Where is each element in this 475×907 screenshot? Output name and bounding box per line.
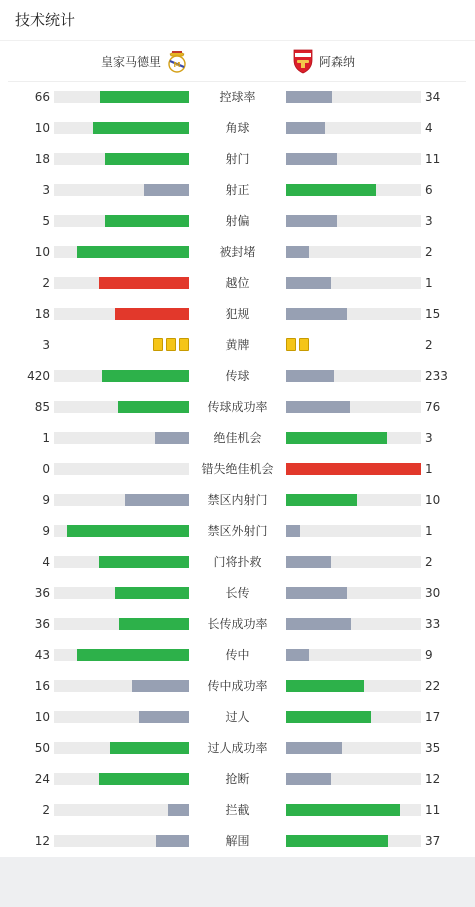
home-value: 66	[34, 90, 50, 104]
home-bar-track	[54, 370, 189, 382]
away-bar-fill	[286, 91, 332, 103]
home-bar-track	[54, 618, 189, 630]
home-yellow-cards	[153, 338, 189, 351]
away-value: 11	[425, 803, 441, 817]
away-bar-fill	[286, 308, 347, 320]
away-yellow-cards	[286, 338, 309, 351]
home-bar-track	[54, 277, 189, 289]
stat-row	[0, 82, 475, 113]
away-value: 1	[425, 462, 433, 476]
away-bar-fill	[286, 711, 371, 723]
home-bar-track	[54, 122, 189, 134]
home-team[interactable]	[101, 47, 188, 75]
home-bar-fill	[115, 308, 189, 320]
away-bar-fill	[286, 184, 376, 196]
stat-row	[0, 485, 475, 516]
stat-label: 角球	[225, 121, 250, 135]
away-bar-track	[286, 370, 421, 382]
away-bar-fill	[286, 463, 421, 475]
away-value: 35	[425, 741, 441, 755]
home-value: 50	[34, 741, 50, 755]
away-value: 12	[425, 772, 441, 786]
stat-label: 犯规	[225, 307, 250, 321]
away-bar-fill	[286, 556, 331, 568]
home-bar-track	[54, 680, 189, 692]
away-value: 15	[425, 307, 441, 321]
home-value: 43	[34, 648, 50, 662]
away-bar-track	[286, 184, 421, 196]
home-value: 36	[34, 617, 50, 631]
away-bar-track	[286, 432, 421, 444]
home-value: 18	[34, 307, 50, 321]
away-bar-fill	[286, 525, 300, 537]
home-bar-fill	[118, 401, 189, 413]
stat-row	[0, 144, 475, 175]
away-bar-track	[286, 804, 421, 816]
home-bar-fill	[168, 804, 189, 816]
away-bar-track	[286, 122, 421, 134]
away-bar-fill	[286, 494, 357, 506]
away-bar-fill	[286, 122, 325, 134]
away-bar-fill	[286, 649, 309, 661]
away-bar-track	[286, 246, 421, 258]
away-bar-track	[286, 525, 421, 537]
away-bar-track	[286, 556, 421, 568]
home-bar-fill	[125, 494, 189, 506]
home-bar-fill	[144, 184, 189, 196]
away-bar-track	[286, 308, 421, 320]
away-value: 2	[425, 555, 433, 569]
home-bar-track	[54, 742, 189, 754]
stat-label: 被封堵	[219, 245, 256, 259]
home-value: 36	[34, 586, 50, 600]
away-bar-track	[286, 215, 421, 227]
home-value: 2	[42, 276, 50, 290]
away-bar-track	[286, 773, 421, 785]
yellow-card-icon	[299, 338, 309, 351]
home-bar-track	[54, 153, 189, 165]
home-value: 1	[42, 431, 50, 445]
away-value: 233	[425, 369, 448, 383]
stat-label: 传球成功率	[207, 400, 268, 414]
stat-row	[0, 826, 475, 857]
stat-label: 传中	[225, 648, 250, 662]
away-bar-fill	[286, 246, 309, 258]
away-bar-track	[286, 649, 421, 661]
stat-row	[0, 392, 475, 423]
away-bar-fill	[286, 587, 347, 599]
away-value: 2	[425, 338, 433, 352]
away-value: 22	[425, 679, 441, 693]
stat-row	[0, 516, 475, 547]
stat-label: 越位	[225, 276, 250, 290]
home-bar-track	[54, 246, 189, 258]
away-value: 17	[425, 710, 441, 724]
home-value: 3	[42, 183, 50, 197]
home-bar-fill	[99, 277, 189, 289]
stat-label: 控球率	[219, 90, 256, 104]
home-value: 10	[34, 245, 50, 259]
stat-row	[0, 454, 475, 485]
home-bar-track	[54, 773, 189, 785]
stat-row	[0, 733, 475, 764]
home-bar-fill	[105, 215, 189, 227]
home-bar-fill	[77, 649, 189, 661]
away-value: 30	[425, 586, 441, 600]
yellow-card-icon	[286, 338, 296, 351]
home-bar-fill	[105, 153, 189, 165]
away-bar-track	[286, 618, 421, 630]
home-bar-track	[54, 494, 189, 506]
away-value: 1	[425, 524, 433, 538]
home-bar-track	[54, 463, 189, 475]
away-team-name: 阿森纳	[319, 54, 356, 69]
home-bar-fill	[67, 525, 189, 537]
stat-label: 长传	[225, 586, 250, 600]
home-bar-fill	[115, 587, 189, 599]
stat-row	[0, 764, 475, 795]
stat-row	[0, 671, 475, 702]
away-value: 9	[425, 648, 433, 662]
away-bar-fill	[286, 618, 351, 630]
stat-row	[0, 609, 475, 640]
stat-label: 射正	[225, 183, 250, 197]
stat-label: 门将扑救	[213, 555, 262, 569]
stat-label: 抢断	[225, 772, 250, 786]
yellow-card-icon	[153, 338, 163, 351]
home-bar-track	[54, 804, 189, 816]
home-value: 18	[34, 152, 50, 166]
away-value: 34	[425, 90, 441, 104]
title-divider	[0, 40, 475, 41]
stat-row	[0, 361, 475, 392]
home-bar-fill	[119, 618, 189, 630]
home-value: 24	[34, 772, 50, 786]
stat-row	[0, 578, 475, 609]
home-value: 420	[27, 369, 50, 383]
away-value: 33	[425, 617, 441, 631]
stat-label: 传中成功率	[207, 679, 268, 693]
home-bar-track	[54, 91, 189, 103]
home-bar-fill	[139, 711, 189, 723]
away-value: 37	[425, 834, 441, 848]
home-bar-track	[54, 184, 189, 196]
away-team[interactable]	[292, 47, 355, 75]
away-bar-track	[286, 835, 421, 847]
away-bar-fill	[286, 370, 334, 382]
away-bar-track	[286, 742, 421, 754]
home-bar-fill	[132, 680, 189, 692]
home-value: 9	[42, 493, 50, 507]
stat-label: 拦截	[225, 803, 250, 817]
home-bar-track	[54, 649, 189, 661]
away-bar-fill	[286, 773, 331, 785]
stat-row	[0, 640, 475, 671]
home-bar-track	[54, 711, 189, 723]
home-bar-track	[54, 308, 189, 320]
away-bar-track	[286, 401, 421, 413]
stat-row	[0, 299, 475, 330]
home-bar-track	[54, 587, 189, 599]
home-bar-track	[54, 215, 189, 227]
stat-label: 禁区内射门	[207, 493, 268, 507]
stat-row	[0, 268, 475, 299]
home-value: 85	[34, 400, 50, 414]
home-value: 0	[42, 462, 50, 476]
stat-row	[0, 237, 475, 268]
home-value: 2	[42, 803, 50, 817]
stat-row	[0, 330, 475, 361]
home-value: 5	[42, 214, 50, 228]
away-bar-fill	[286, 153, 337, 165]
away-bar-track	[286, 463, 421, 475]
home-bar-fill	[93, 122, 189, 134]
svg-text:M: M	[173, 61, 181, 69]
home-bar-track	[54, 432, 189, 444]
home-bar-track	[54, 835, 189, 847]
stat-label: 射偏	[225, 214, 250, 228]
stat-row	[0, 113, 475, 144]
away-value: 11	[425, 152, 441, 166]
home-bar-fill	[99, 556, 189, 568]
away-bar-fill	[286, 401, 350, 413]
home-team-name: 皇家马德里	[101, 54, 162, 69]
away-bar-track	[286, 711, 421, 723]
stat-label: 禁区外射门	[207, 524, 268, 538]
stat-row	[0, 795, 475, 826]
home-bar-track	[54, 401, 189, 413]
stat-row	[0, 702, 475, 733]
stat-label: 过人成功率	[207, 741, 268, 755]
home-value: 4	[42, 555, 50, 569]
away-bar-track	[286, 680, 421, 692]
home-value: 12	[34, 834, 50, 848]
away-value: 4	[425, 121, 433, 135]
stat-label: 传球	[225, 369, 250, 383]
stat-label: 过人	[225, 710, 250, 724]
stat-label: 解围	[225, 834, 250, 848]
away-bar-fill	[286, 742, 342, 754]
stat-row	[0, 547, 475, 578]
away-value: 1	[425, 276, 433, 290]
away-bar-track	[286, 91, 421, 103]
home-value: 3	[42, 338, 50, 352]
away-bar-track	[286, 277, 421, 289]
away-value: 6	[425, 183, 433, 197]
stat-label: 长传成功率	[207, 617, 268, 631]
stat-row	[0, 206, 475, 237]
home-bar-fill	[102, 370, 189, 382]
stat-label: 绝佳机会	[213, 431, 262, 445]
away-value: 3	[425, 214, 433, 228]
stat-row	[0, 175, 475, 206]
away-bar-fill	[286, 215, 337, 227]
home-value: 9	[42, 524, 50, 538]
home-bar-fill	[110, 742, 189, 754]
page-title: 技术统计	[15, 11, 76, 29]
away-bar-fill	[286, 804, 400, 816]
yellow-card-icon	[166, 338, 176, 351]
away-value: 10	[425, 493, 441, 507]
home-bar-fill	[77, 246, 189, 258]
away-bar-track	[286, 587, 421, 599]
away-bar-fill	[286, 277, 331, 289]
real-madrid-crest-icon	[166, 48, 188, 74]
home-bar-track	[54, 525, 189, 537]
stat-label: 错失绝佳机会	[201, 462, 274, 476]
home-bar-fill	[155, 432, 189, 444]
away-bar-fill	[286, 835, 388, 847]
stat-label: 射门	[225, 152, 250, 166]
away-bar-fill	[286, 680, 364, 692]
arsenal-crest-icon	[292, 48, 314, 74]
yellow-card-icon	[179, 338, 189, 351]
away-value: 76	[425, 400, 441, 414]
away-bar-track	[286, 494, 421, 506]
stats-list	[0, 82, 475, 857]
home-value: 16	[34, 679, 50, 693]
home-bar-fill	[156, 835, 189, 847]
away-bar-fill	[286, 432, 387, 444]
home-value: 10	[34, 710, 50, 724]
away-bar-track	[286, 153, 421, 165]
home-bar-fill	[99, 773, 189, 785]
stat-row	[0, 423, 475, 454]
home-bar-track	[54, 556, 189, 568]
home-value: 10	[34, 121, 50, 135]
home-bar-fill	[100, 91, 189, 103]
away-value: 3	[425, 431, 433, 445]
away-value: 2	[425, 245, 433, 259]
stat-label: 黄牌	[225, 338, 250, 352]
